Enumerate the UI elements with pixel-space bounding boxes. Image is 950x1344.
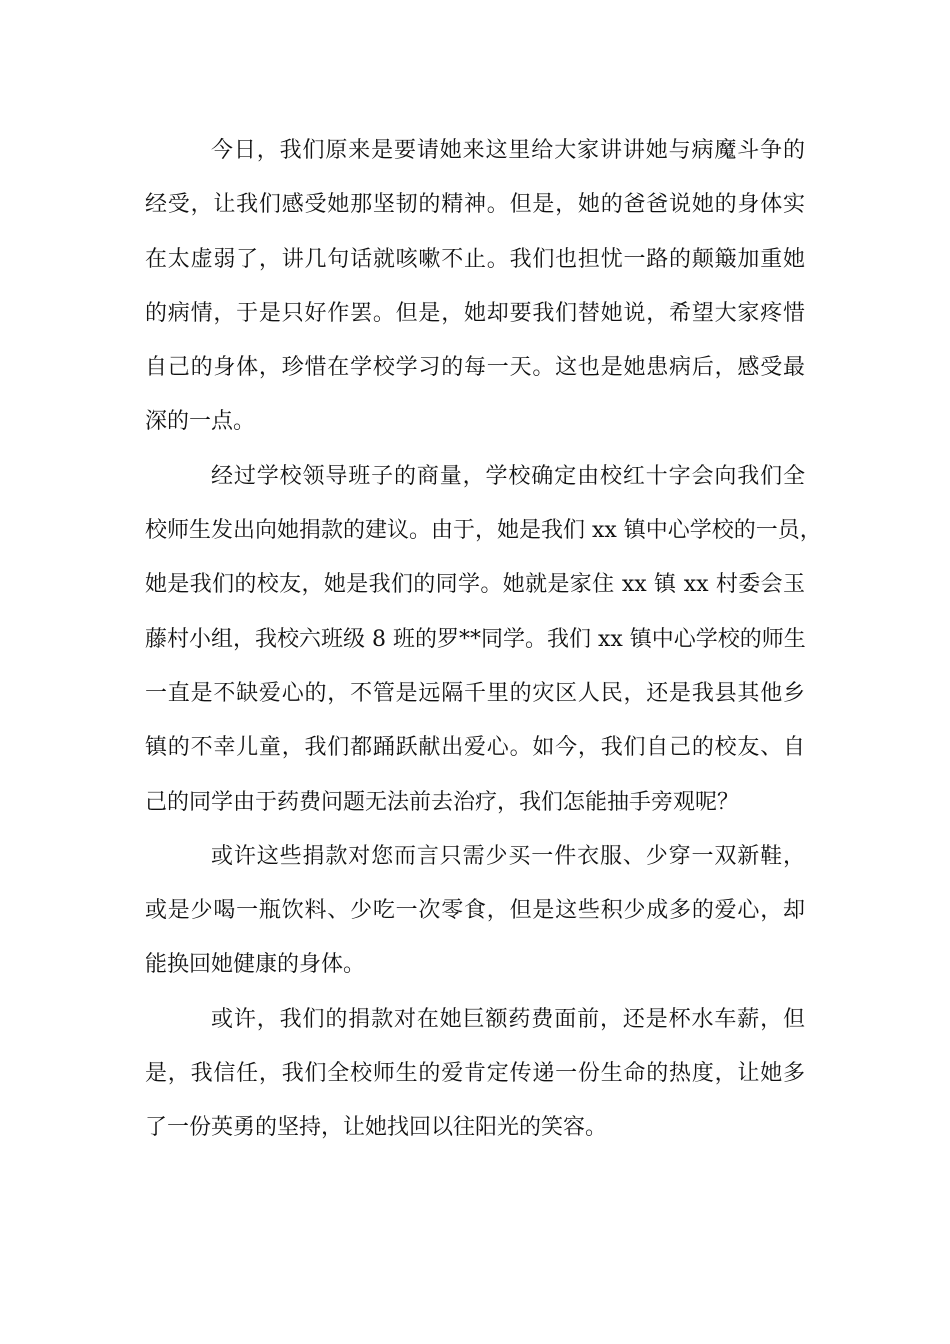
text-line: 能换回她健康的身体。 [145, 952, 366, 978]
text-line: 今日，我们原来是要请她来这里给大家讲讲她与病魔斗争的 [211, 138, 805, 163]
text-line: 自己的身体，珍惜在学校学习的每一天。这也是她患病后，感受最 [145, 355, 805, 381]
text-line: 或许，我们的捐款对在她巨额药费面前，还是杯水车薪，但 [211, 1006, 805, 1032]
text-line: 镇的不幸儿童，我们都踊跃献出爱心。如今，我们自己的校友、自 [145, 735, 805, 761]
text-line: 在太虚弱了，讲几句话就咳嗽不止。我们也担忧一路的颠簸加重她 [145, 246, 805, 272]
text-line: 己的同学由于药费问题无法前去治疗，我们怎能抽手旁观呢？ [145, 789, 740, 815]
text-line: 经受，让我们感受她那坚韧的精神。但是，她的爸爸说她的身体实 [145, 192, 805, 218]
text-line: 她是我们的校友，她是我们的同学。她就是家住 xx 镇 xx 村委会玉 [145, 572, 805, 598]
body-text [145, 128, 822, 1160]
text-line: 或许这些捐款对您而言只需少买一件衣服、少穿一双新鞋， [211, 843, 805, 869]
text-line: 是，我信任，我们全校师生的爱肯定传递一份生命的热度，让她多 [145, 1061, 805, 1087]
text-line: 藤村小组，我校六班级 8 班的罗**同学。我们 xx 镇中心学校的师生 [145, 626, 806, 652]
text-line: 经过学校领导班子的商量，学校确定由校红十字会向我们全 [211, 463, 805, 489]
text-line: 的病情，于是只好作罢。但是，她却要我们替她说，希望大家疼惜 [145, 300, 805, 326]
text-line: 了一份英勇的坚持，让她找回以往阳光的笑容。 [145, 1115, 608, 1141]
text-line: 或是少喝一瓶饮料、少吃一次零食，但是这些积少成多的爱心，却 [145, 898, 805, 924]
text-line: 校师生发出向她捐款的建议。由于，她是我们 xx 镇中心学校的一员， [145, 518, 822, 544]
text-line: 深的一点。 [145, 409, 256, 435]
text-line: 一直是不缺爱心的，不管是远隔千里的灾区人民，还是我县其他乡 [145, 680, 805, 706]
